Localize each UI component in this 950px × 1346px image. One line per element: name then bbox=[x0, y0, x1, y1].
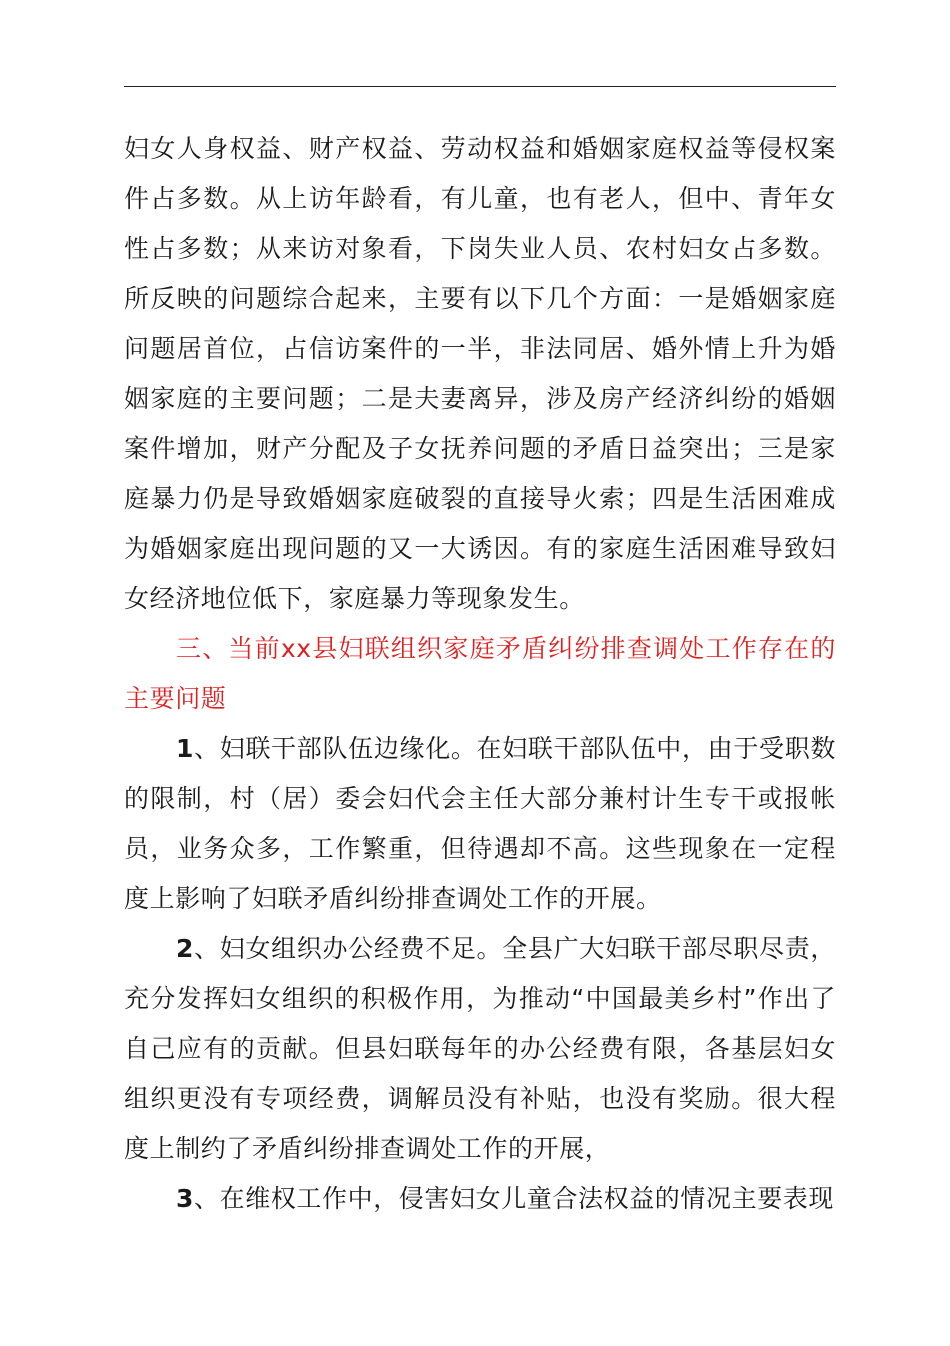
list-item bbox=[124, 1174, 836, 1224]
item-text: 、在维权工作中，侵害妇女儿童合法权益的情况主要表现 bbox=[194, 1184, 835, 1213]
item-number: 1 bbox=[176, 734, 194, 763]
item-number: 2 bbox=[176, 934, 194, 963]
header-rule bbox=[124, 86, 836, 87]
list-item bbox=[124, 724, 836, 924]
item-text: 、妇女组织办公经费不足。全县广大妇联干部尽职尽责，充分发挥妇女组织的积极作用，为推动“中国最美乡村”作出了自己应有的贡献。但县妇联每年的办公经费有限，各基层妇女组织更没有专项经费，调解员没有补贴，也没有奖励。很大程度上制约了矛盾纠纷排查调处工作的开展， bbox=[124, 934, 836, 1163]
list-item bbox=[124, 924, 836, 1174]
body-paragraph: 妇女人身权益、财产权益、劳动权益和婚姻家庭权益等侵权案件占多数。从上访年龄看，有儿童，也有老人，但中、青年女性占多数；从来访对象看，下岗失业人员、农村妇女占多数。所反映的问题综合起来，主要有以下几个方面：一是婚姻家庭问题居首位，占信访案件的一半，非法同居、婚外情上升为婚姻家庭的主要问题；二是夫妻离异，涉及房产经济纠纷的婚姻案件增加，财产分配及子女抚养问题的矛盾日益突出；三是家庭暴力仍是导致婚姻家庭破裂的直接导火索；四是生活困难成为婚姻家庭出现问题的又一大诱因。有的家庭生活困难导致妇女经济地位低下，家庭暴力等现象发生。 bbox=[124, 134, 836, 613]
document-body bbox=[124, 124, 836, 1224]
item-text: 、妇联干部队伍边缘化。在妇联干部队伍中，由于受职数的限制，村（居）委会妇代会主任大部分兼村计生专干或报帐员，业务众多，工作繁重，但待遇却不高。这些现象在一定程度上影响了妇联矛盾纠纷排查调处工作的开展。 bbox=[124, 734, 836, 913]
section-heading: 三、当前xx县妇联组织家庭矛盾纠纷排查调处工作存在的主要问题 bbox=[124, 634, 836, 713]
item-number: 3 bbox=[176, 1184, 194, 1213]
